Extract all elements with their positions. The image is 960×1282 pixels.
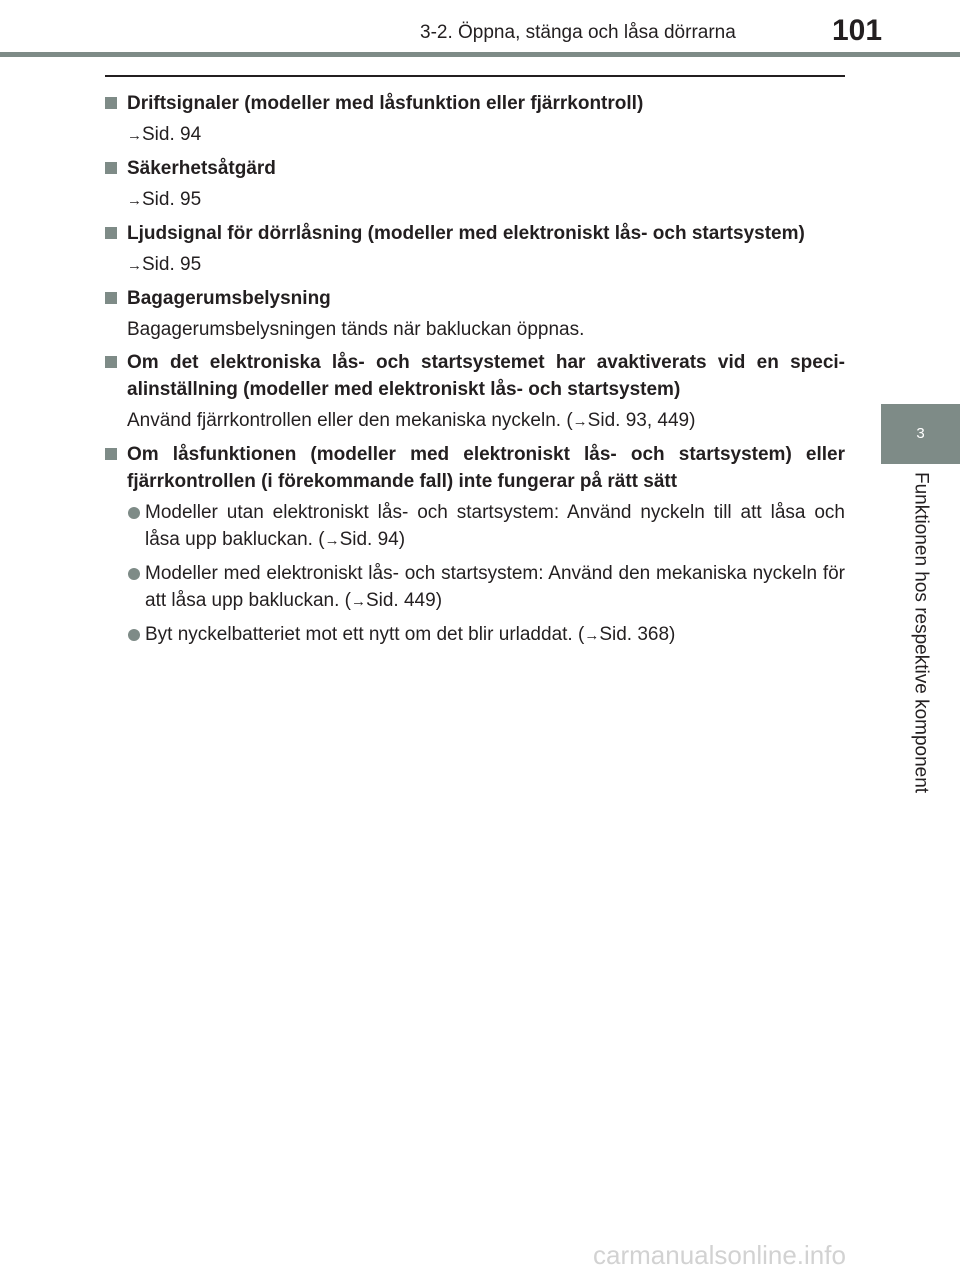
page-reference: [105, 251, 845, 279]
section-title: Om låsfunktionen (modeller med elektroniskt lås- och startsystem) eller fjärrkontrollen (i förekommande fall) inte fungerar på rätt sätt: [127, 444, 845, 492]
circle-bullet-icon: [128, 507, 140, 519]
section: [105, 220, 845, 279]
text-after: ): [398, 529, 406, 550]
reference-link[interactable]: Sid. 95: [142, 254, 202, 275]
reference-link[interactable]: Sid. 93, 449: [587, 410, 690, 431]
text-before: Byt nyckelbatteriet mot ett nytt om det blir urladdat. (: [145, 624, 585, 645]
section-title: Säkerhetsåtgärd: [127, 158, 276, 179]
square-bullet-icon: [105, 97, 117, 109]
circle-bullet-icon: [128, 568, 140, 580]
section: [105, 90, 845, 149]
arrow-icon: →: [350, 593, 366, 610]
section-heading: [105, 220, 845, 247]
watermark: carmanualsonline.info: [593, 1240, 846, 1270]
text-before: Använd fjärrkontrollen eller den mekaniska nyckeln. (: [127, 410, 573, 431]
text-after: ): [435, 590, 443, 611]
arrow-icon: →: [572, 413, 588, 430]
reference-link[interactable]: Sid. 449: [365, 590, 436, 611]
section-text: Bagagerumsbelysningen tänds när bakluckan öppnas.: [127, 319, 585, 340]
arrow-icon: →: [127, 192, 142, 209]
reference-link[interactable]: Sid. 95: [142, 189, 202, 210]
square-bullet-icon: [105, 292, 117, 304]
content: [105, 86, 845, 649]
section-title: Bagagerumsbelysning: [127, 288, 331, 309]
arrow-icon: →: [324, 532, 340, 549]
text-before: Modeller med elektroniskt lås- och startsystem: Använd den mekaniska nyckeln för att låsa upp bakluckan. (: [145, 563, 845, 611]
list-item: [105, 560, 845, 615]
chapter-side-label: [881, 472, 960, 832]
reference-link[interactable]: Sid. 94: [142, 124, 202, 145]
section: [105, 155, 845, 214]
chapter-tab-number: 3: [916, 425, 925, 442]
chapter-side-label-text: Funktionen hos respektive komponent: [910, 472, 932, 794]
reference-link[interactable]: Sid. 368: [599, 624, 670, 645]
section: [105, 285, 845, 343]
section-heading: [105, 349, 845, 403]
square-bullet-icon: [105, 162, 117, 174]
section-text: [105, 407, 845, 435]
section-heading: [105, 285, 845, 312]
arrow-icon: →: [584, 627, 600, 644]
section-title: Driftsignaler (modeller med låsfunktion eller fjärrkontroll): [127, 93, 644, 114]
section-heading: [105, 155, 845, 182]
list-item: [105, 621, 845, 649]
circle-bullet-icon: [128, 629, 140, 641]
square-bullet-icon: [105, 356, 117, 368]
chapter-tab: [881, 404, 960, 464]
square-bullet-icon: [105, 448, 117, 460]
square-bullet-icon: [105, 227, 117, 239]
page-number: 101: [832, 14, 883, 47]
page-reference: [105, 121, 845, 149]
text-after: ): [669, 624, 676, 645]
arrow-icon: →: [127, 127, 142, 144]
section-title: Om det elektroniska lås- och startsystemet har avaktiverats vid en speci-alinställning (modeller med elektroniskt lås- och startsystem): [127, 352, 845, 400]
chapter-title: 3-2. Öppna, stänga och låsa dörrarna: [420, 22, 736, 43]
section: [105, 349, 845, 435]
section-title: Ljudsignal för dörrlåsning (modeller med elektroniskt lås- och startsystem): [127, 223, 805, 244]
arrow-icon: →: [127, 257, 142, 274]
header-rule: [0, 52, 960, 57]
section: [105, 441, 845, 649]
list-item: [105, 499, 845, 554]
content-rule: [105, 75, 845, 77]
page-reference: [105, 186, 845, 214]
text-before: Modeller utan elektroniskt lås- och startsystem: Använd nyckeln till att låsa och låsa upp bakluckan. (: [145, 502, 845, 550]
section-heading: [105, 90, 845, 117]
section-heading: [105, 441, 845, 495]
text-after: ): [689, 410, 696, 431]
reference-link[interactable]: Sid. 94: [339, 529, 399, 550]
